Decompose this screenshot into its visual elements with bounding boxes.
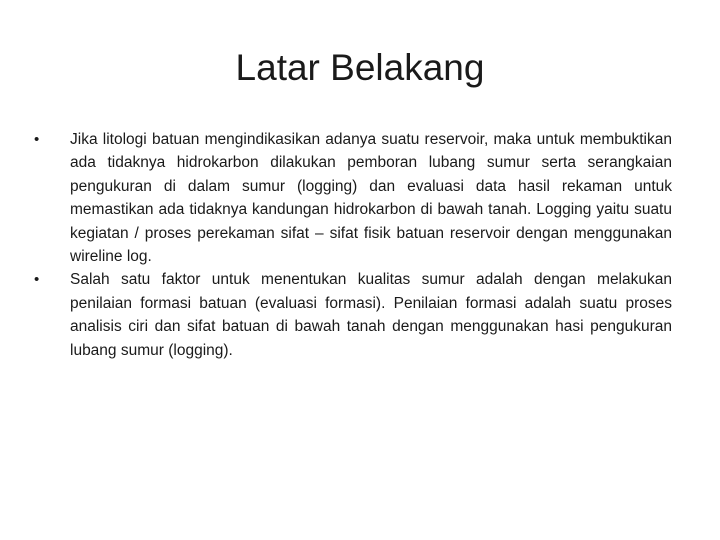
bullet-item-2	[34, 268, 672, 362]
bullet-item-1	[34, 128, 672, 268]
bullet-text: Salah satu faktor untuk menentukan kualitas sumur adalah dengan melakukan penilaian formasi batuan (evaluasi formasi). Penilaian formasi adalah suatu proses analisis ciri dan sifat batuan di bawah tanah dengan menggunakan hasi pengukuran lubang sumur (logging).	[70, 271, 672, 359]
bullet-text: Jika litologi batuan mengindikasikan adanya suatu reservoir, maka untuk membuktikan ada tidaknya hidrokarbon dilakukan pemboran lubang sumur serta serangkaian pengukuran di dalam sumur (logging) dan evaluasi data hasil rekaman untuk memastikan ada tidaknya kandungan hidrokarbon di bawah tanah. Logging yaitu suatu kegiatan / proses perekaman sifat – sifat fisik batuan reservoir dengan menggunakan wireline log.	[70, 131, 672, 266]
bullet-marker: •	[34, 131, 40, 148]
bullet-marker: •	[34, 271, 40, 289]
bullet-list	[34, 128, 672, 362]
slide-title: Latar Belakang	[235, 47, 485, 88]
